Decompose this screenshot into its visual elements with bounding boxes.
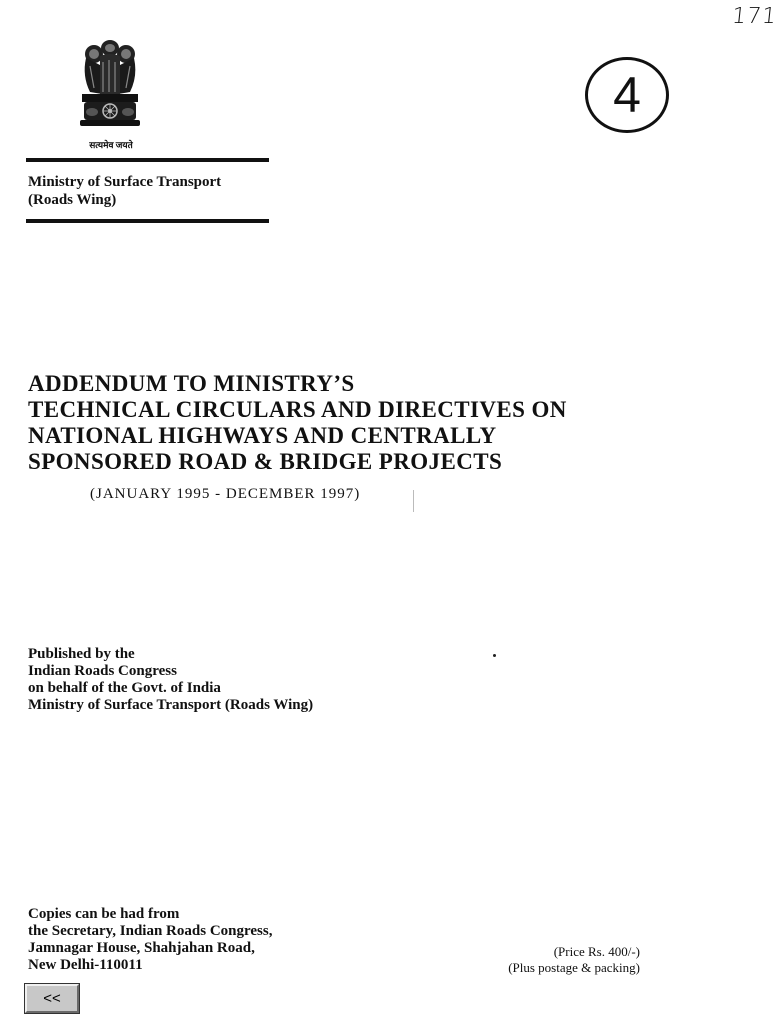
- ministry-block: [28, 173, 221, 209]
- title-line-1: ADDENDUM TO MINISTRY’S: [28, 371, 355, 396]
- price-note: (Plus postage & packing): [508, 960, 640, 975]
- circled-number-text: 4: [613, 67, 641, 123]
- copies-line-3: Jamnagar House, Shahjahan Road,: [28, 940, 255, 956]
- circled-document-number: [585, 57, 669, 133]
- page-number: 171: [730, 4, 778, 29]
- price-block: [480, 944, 640, 976]
- back-button[interactable]: <<: [25, 984, 79, 1013]
- publisher-line-3: on behalf of the Govt. of India: [28, 680, 221, 696]
- scan-mark: [413, 490, 414, 512]
- copies-address-block: [28, 906, 272, 974]
- title-line-3: NATIONAL HIGHWAYS AND CENTRALLY: [28, 423, 497, 448]
- ministry-name: Ministry of Surface Transport: [28, 174, 222, 190]
- scan-speck: [493, 654, 496, 657]
- publisher-block: [28, 646, 313, 714]
- emblem-motto: सत्यमेव जयते: [89, 140, 133, 150]
- copies-line-2: the Secretary, Indian Roads Congress,: [28, 923, 273, 939]
- publisher-line-2: Indian Roads Congress: [28, 663, 177, 679]
- national-emblem-icon: [72, 36, 148, 140]
- document-title: [28, 371, 567, 475]
- copies-line-1: Copies can be had from: [28, 906, 180, 922]
- header-rule-bottom: [26, 219, 269, 223]
- ministry-wing: (Roads Wing): [28, 192, 117, 208]
- copies-line-4: New Delhi-110011: [28, 957, 143, 973]
- publisher-line-1: Published by the: [28, 646, 135, 662]
- publisher-line-4: Ministry of Surface Transport (Roads Wing): [28, 697, 314, 713]
- title-line-4: SPONSORED ROAD & BRIDGE PROJECTS: [28, 449, 503, 474]
- title-line-2: TECHNICAL CIRCULARS AND DIRECTIVES ON: [28, 397, 567, 422]
- date-range: (JANUARY 1995 - DECEMBER 1997): [90, 486, 361, 502]
- header-rule-top: [26, 158, 269, 162]
- price-amount: (Price Rs. 400/-): [553, 944, 640, 959]
